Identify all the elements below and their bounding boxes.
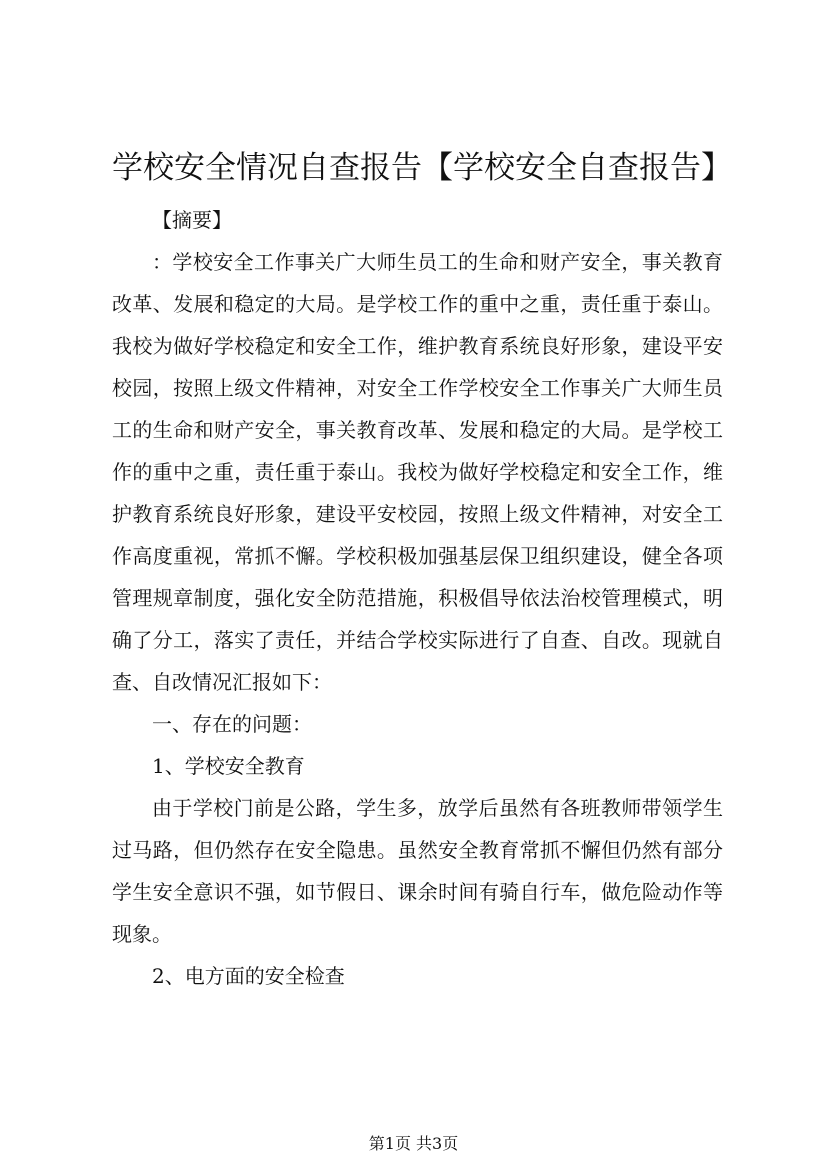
page-footer: 第1页 共3页	[368, 1134, 459, 1153]
subsection-heading-safety-education: 1、学校安全教育	[152, 754, 305, 778]
document-body	[112, 199, 723, 997]
subsection-heading-electrical-check: 2、电方面的安全检查	[152, 964, 345, 988]
abstract-heading: 【摘要】	[152, 208, 232, 232]
safety-education-paragraph: 由于学校门前是公路，学生多，放学后虽然有各班教师带领学生过马路，但仍然存在安全隐患。虽然安全教育常抓不懈但仍然有部分学生安全意识不强，如节假日、课余时间有骑自行车，做危险动作等现象。	[112, 796, 723, 946]
document-title: 学校安全情况自查报告【学校安全自查报告】	[112, 150, 732, 186]
abstract-paragraph: ：学校安全工作事关广大师生员工的生命和财产安全，事关教育改革、发展和稳定的大局。是学校工作的重中之重，责任重于泰山。我校为做好学校稳定和安全工作，维护教育系统良好形象，建设平安校园，按照上级文件精神，对安全工作学校安全工作事关广大师生员工的生命和财产安全，事关教育改革、发展和稳定的大局。是学校工作的重中之重，责任重于泰山。我校为做好学校稳定和安全工作，维护教育系统良好形象，建设平安校园，按照上级文件精神，对安全工作高度重视，常抓不懈。学校积极加强基层保卫组织建设，健全各项管理规章制度，强化安全防范措施，积极倡导依法治校管理模式，明确了分工，落实了责任，并结合学校实际进行了自查、自改。现就自查、自改情况汇报如下：	[112, 250, 723, 694]
section-heading-problems: 一、存在的问题：	[152, 712, 312, 736]
